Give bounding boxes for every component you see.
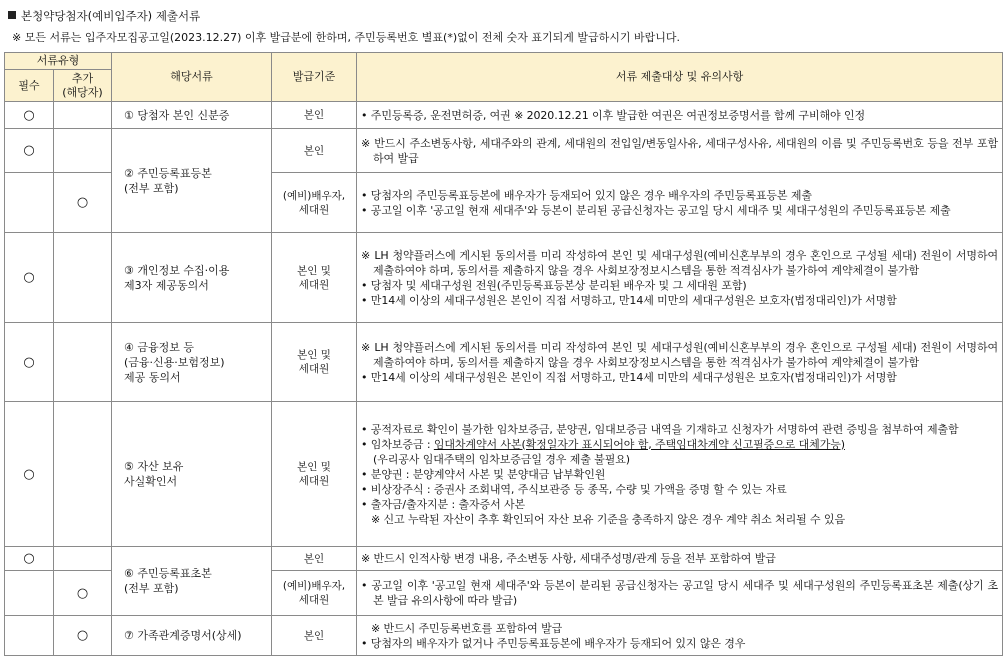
table-row (5, 547, 1003, 571)
document-name: ⑥ 주민등록표초본 (전부 포함) (112, 547, 272, 616)
note-item: ※ LH 청약플러스에 게시된 동의서를 미리 작성하여 본인 및 세대구성원(예비신혼부부의 경우 혼인으로 구성될 세대) 전원이 서명하여 제출하여야 하며, 동의서를 제출하지 않을 경우 사회보장정보시스템을 통한 적격심사가 불가하여 계약체결이 불가함 (361, 248, 999, 277)
note-item: • 비상장주식 : 증권사 조회내역, 주식보관증 등 종목, 수량 및 가액을 증명 할 수 있는 자료 (361, 482, 787, 496)
square-bullet-icon (8, 11, 16, 19)
section-title (8, 8, 200, 24)
note-item: • 당첨자의 주민등록표등본에 배우자가 등재되어 있지 않은 경우 배우자의 주민등록표등본 제출 (361, 188, 812, 202)
notes-cell (357, 571, 1003, 616)
header-basis: 발급기준 (272, 53, 357, 102)
note-underlined: 임대차계약서 사본(확정일자가 표시되어야 함, 주택임대차계약 신고필증으로 대체가능) (433, 437, 845, 451)
note-item: • 당첨자 및 세대구성원 전원(주민등록표등본상 분리된 배우자 및 그 세대원 포함) (361, 278, 747, 292)
note-prefix: • 임차보증금 : (361, 437, 434, 451)
document-name: ④ 금융정보 등 (금융·신용·보험정보) 제공 동의서 (112, 323, 272, 402)
basis-cell: 본인 (272, 102, 357, 129)
note-item: ※ 반드시 인적사항 변경 내용, 주소변동 사항, 세대주성명/관계 등을 전부 포함하여 발급 (361, 552, 776, 565)
section-title-text: 본청약당첨자(예비입주자) 제출서류 (21, 9, 201, 23)
note-item: • 출자금/출자지분 : 출자증서 사본 (361, 497, 526, 511)
notes-cell (357, 402, 1003, 547)
basis-cell: 본인 (272, 547, 357, 571)
table-row (5, 323, 1003, 402)
basis-cell: 본인 (272, 616, 357, 656)
required-mark: ○ (5, 102, 54, 129)
note-item: • 공고일 이후 '공고일 현재 세대주'와 등본이 분리된 공급신청자는 공고일 당시 세대주 및 세대구성원의 주민등록표등본 제출 (361, 203, 951, 217)
document-name: ③ 개인정보 수집·이용 제3자 제공동의서 (112, 233, 272, 323)
table-row (5, 402, 1003, 547)
table-row (5, 129, 1003, 173)
note-item: ※ 신고 누락된 자산이 추후 확인되어 자산 보유 기준을 충족하지 않은 경우 계약 취소 처리될 수 있음 (371, 512, 845, 526)
table-row (5, 102, 1003, 129)
note-item: ※ 반드시 주소변동사항, 세대주와의 관계, 세대원의 전입일/변동일사유, 세대구성사유, 세대원의 이름 및 주민등록번호 등을 전부 포함하여 발급 (361, 136, 999, 165)
table-row (5, 616, 1003, 656)
header-notes: 서류 제출대상 및 유의사항 (357, 53, 1003, 102)
document-name: ① 당첨자 본인 신분증 (112, 102, 272, 129)
required-mark: ○ (5, 323, 54, 402)
required-cell (5, 616, 54, 656)
basis-cell: (예비)배우자, 세대원 (272, 173, 357, 233)
document-name: ② 주민등록표등본 (전부 포함) (112, 129, 272, 233)
notes-cell (357, 129, 1003, 173)
header-document: 해당서류 (112, 53, 272, 102)
note-item: • 만14세 이상의 세대구성원은 본인이 직접 서명하고, 만14세 미만의 세대구성원은 보호자(법정대리인)가 서명함 (361, 293, 897, 307)
basis-cell: 본인 (272, 129, 357, 173)
basis-cell: 본인 및 세대원 (272, 233, 357, 323)
basis-cell: 본인 및 세대원 (272, 323, 357, 402)
additional-mark: ○ (54, 571, 112, 616)
header-type-group: 서류유형 (5, 53, 112, 70)
additional-mark: ○ (54, 616, 112, 656)
required-mark: ○ (5, 233, 54, 323)
required-cell (5, 571, 54, 616)
basis-cell: 본인 및 세대원 (272, 402, 357, 547)
note-item: • 만14세 이상의 세대구성원은 본인이 직접 서명하고, 만14세 미만의 세대구성원은 보호자(법정대리인)가 서명함 (361, 370, 897, 384)
required-mark: ○ (5, 129, 54, 173)
notes-cell (357, 173, 1003, 233)
document-name: ⑤ 자산 보유 사실확인서 (112, 402, 272, 547)
note-item: • 공적자료로 확인이 불가한 임차보증금, 분양권, 임대보증금 내역을 기재하고 신청자가 서명하여 관련 증빙을 첨부하여 제출함 (361, 422, 959, 436)
additional-cell (54, 323, 112, 402)
note-item: ※ 반드시 주민등록번호를 포함하여 발급 (371, 621, 563, 635)
notes-cell (357, 616, 1003, 656)
additional-mark: ○ (54, 173, 112, 233)
table-row (5, 233, 1003, 323)
additional-cell (54, 547, 112, 571)
header-additional: 추가 (해당자) (54, 70, 112, 102)
note-item (361, 437, 998, 467)
notes-cell (357, 102, 1003, 129)
note-item: ※ LH 청약플러스에 게시된 동의서를 미리 작성하여 본인 및 세대구성원(예비신혼부부의 경우 혼인으로 구성될 세대) 전원이 서명하여 제출하여야 하며, 동의서를 제출하지 않을 경우 사회보장정보시스템을 통한 적격심사가 불가하여 계약체결이 불가함 (361, 340, 999, 369)
header-required: 필수 (5, 70, 54, 102)
notice-text: ※ 모든 서류는 입주자모집공고일(2023.12.27) 이후 발급분에 한하며, 주민등록번호 별표(*)없이 전체 숫자 표기되게 발급하시기 바랍니다. (12, 31, 680, 44)
notes-cell (357, 233, 1003, 323)
additional-cell (54, 233, 112, 323)
notes-cell (357, 323, 1003, 402)
additional-cell (54, 129, 112, 173)
note-suffix: (우리공사 임대주택의 임차보증금일 경우 제출 불필요) (373, 452, 630, 466)
note-item: • 공고일 이후 '공고일 현재 세대주'와 등본이 분리된 공급신청자는 공고일 당시 세대주 및 세대구성원의 주민등록표초본 제출(상기 초본 발급 유의사항에 따라 발급) (361, 579, 999, 607)
additional-cell (54, 402, 112, 547)
note-item: • 주민등록증, 운전면허증, 여권 ※ 2020.12.21 이후 발급한 여권은 여권정보증명서를 함께 구비해야 인정 (361, 108, 865, 122)
additional-cell (54, 102, 112, 129)
basis-cell: (예비)배우자, 세대원 (272, 571, 357, 616)
required-mark: ○ (5, 547, 54, 571)
required-mark: ○ (5, 402, 54, 547)
notes-cell (357, 547, 1003, 571)
note-item: • 분양권 : 분양계약서 사본 및 분양대금 납부확인원 (361, 467, 606, 481)
documents-table (4, 52, 1003, 656)
required-cell (5, 173, 54, 233)
note-item: • 당첨자의 배우자가 없거나 주민등록표등본에 배우자가 등재되어 있지 않은 경우 (361, 636, 746, 650)
document-name: ⑦ 가족관계증명서(상세) (112, 616, 272, 656)
